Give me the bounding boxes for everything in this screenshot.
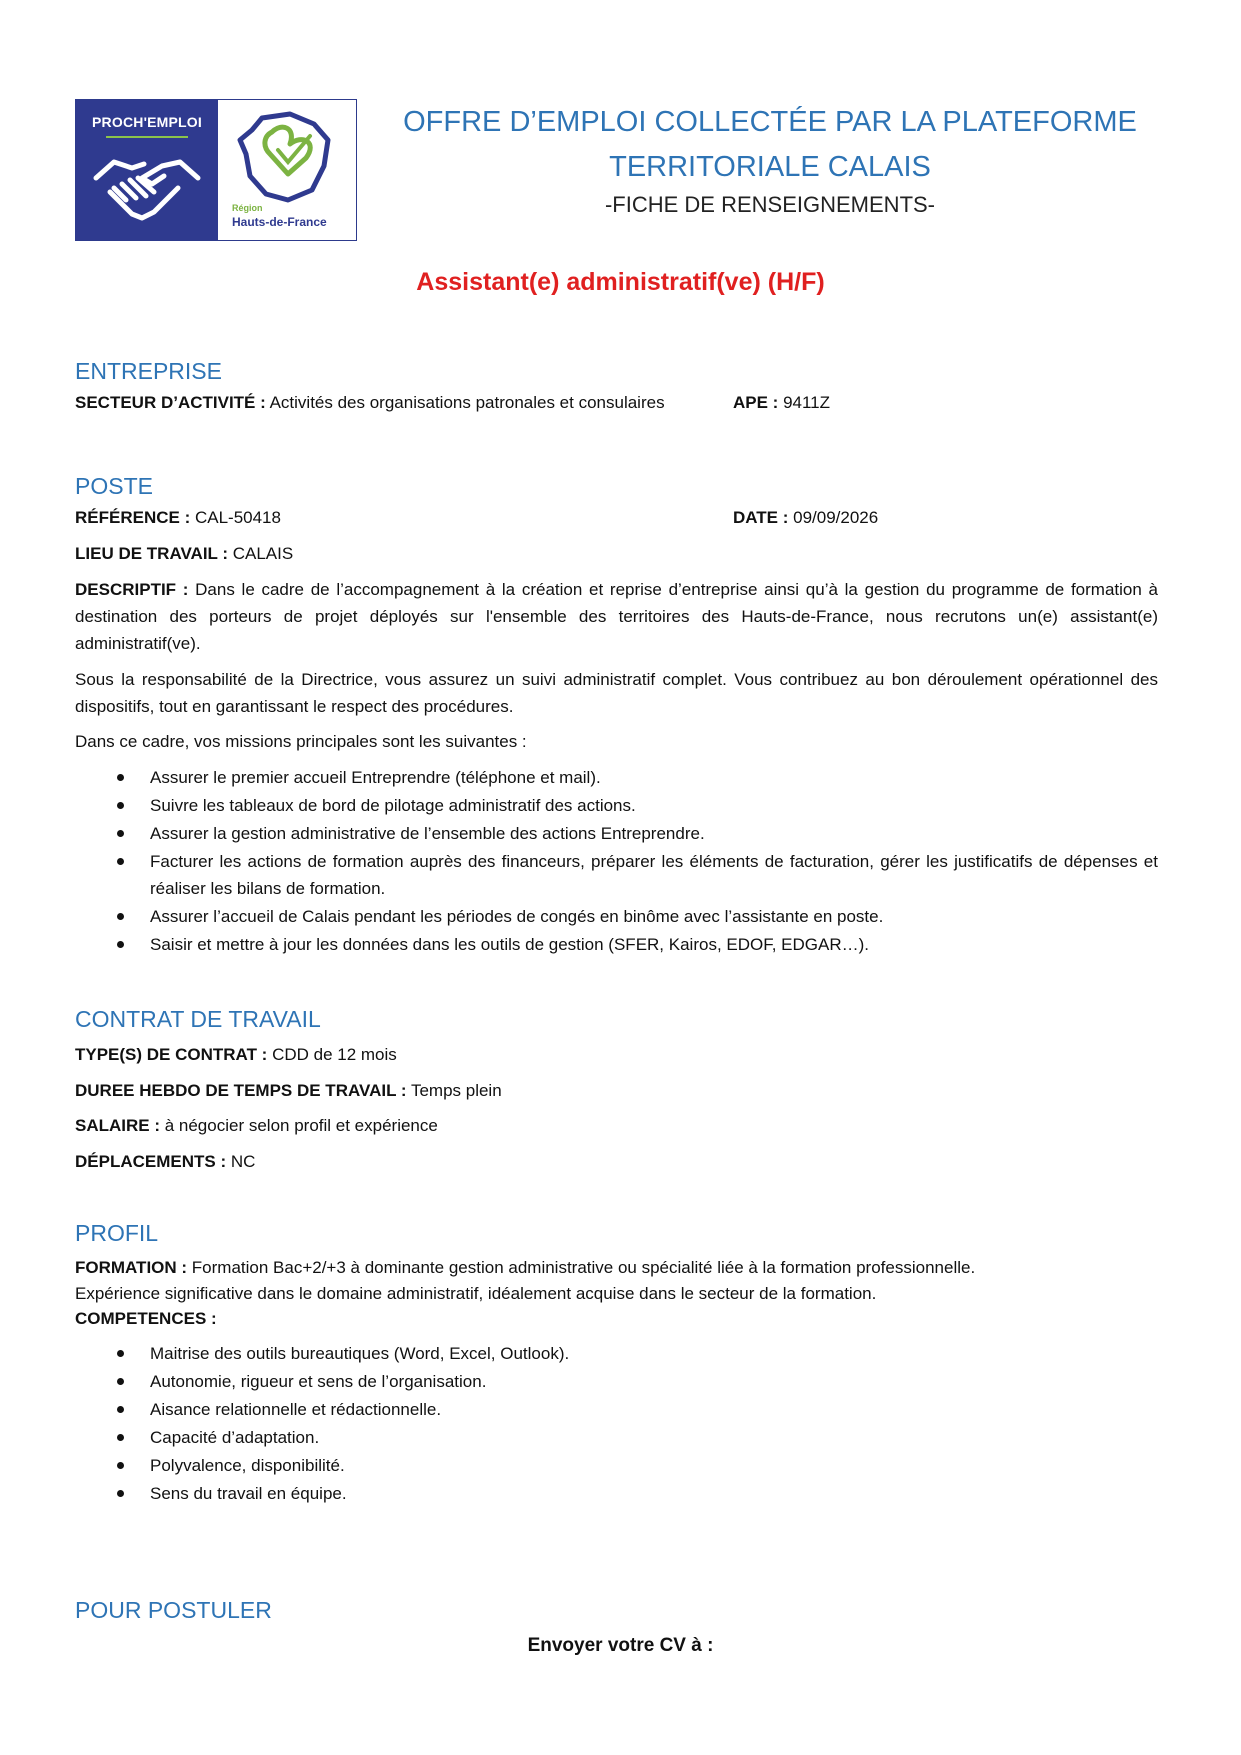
- handshake-icon: [92, 148, 202, 228]
- type-contrat-label: TYPE(S) DE CONTRAT :: [75, 1045, 268, 1064]
- section-heading-profil: PROFIL: [75, 1220, 159, 1246]
- date: [733, 505, 878, 531]
- lieu-de-travail: [75, 541, 293, 567]
- reference-value: CAL-50418: [190, 508, 281, 527]
- date-label: DATE :: [733, 508, 789, 527]
- bullet-icon: [117, 830, 124, 837]
- page-title: [400, 100, 1140, 190]
- lieu-value: CALAIS: [228, 544, 294, 563]
- list-item: Assurer l’accueil de Calais pendant les périodes de congés en binôme avec l’assistante en poste.: [75, 903, 1158, 930]
- bullet-icon: [117, 913, 124, 920]
- secteur-activite: [75, 390, 665, 416]
- logo-brand-underline: [106, 136, 188, 138]
- region-map-heart-icon: [232, 110, 342, 205]
- duree-label: DUREE HEBDO DE TEMPS DE TRAVAIL :: [75, 1081, 407, 1100]
- lieu-label: LIEU DE TRAVAIL :: [75, 544, 228, 563]
- bullet-icon: [117, 941, 124, 948]
- list-item: Autonomie, rigueur et sens de l’organisation.: [75, 1368, 1158, 1395]
- descriptif: [75, 576, 1158, 657]
- reference-label: RÉFÉRENCE :: [75, 508, 191, 527]
- duree-value: Temps plein: [406, 1081, 502, 1100]
- list-item: Capacité d’adaptation.: [75, 1424, 1158, 1451]
- deplacements: [75, 1149, 255, 1175]
- salaire-value: à négocier selon profil et expérience: [160, 1116, 438, 1135]
- bullet-icon: [117, 1462, 124, 1469]
- missions-list: [75, 764, 1158, 959]
- section-heading-contrat: CONTRAT DE TRAVAIL: [75, 1006, 321, 1032]
- list-item: Facturer les actions de formation auprès des financeurs, préparer les éléments de facturation, gérer les justificatifs de dépenses et réaliser les bilans de formation.: [75, 848, 1158, 902]
- bullet-icon: [117, 802, 124, 809]
- logo-region-panel: [218, 100, 356, 240]
- descriptif-value: Dans le cadre de l’accompagnement à la création et reprise d’entreprise ainsi qu’à la gestion du programme de formation à destination des porteurs de projet déployés sur l'ensemble des territoires des Hauts-de-France, nous recrutons un(e) assistant(e) administratif(ve).: [75, 580, 1158, 653]
- list-item: Sens du travail en équipe.: [75, 1480, 1158, 1507]
- ape-code: [733, 390, 830, 416]
- list-item: Saisir et mettre à jour les données dans les outils de gestion (SFER, Kairos, EDOF, EDGAR…).: [75, 931, 1158, 958]
- bullet-icon: [117, 1434, 124, 1441]
- list-item: Maitrise des outils bureautiques (Word, Excel, Outlook).: [75, 1340, 1158, 1367]
- section-heading-poste: POSTE: [75, 473, 153, 499]
- poste-paragraph-3: Dans ce cadre, vos missions principales sont les suivantes :: [75, 732, 527, 751]
- page-title-line-2: TERRITORIALE CALAIS: [609, 151, 931, 183]
- formation-label: FORMATION :: [75, 1258, 188, 1277]
- salaire: [75, 1113, 438, 1139]
- bullet-icon: [117, 1350, 124, 1357]
- list-item: Assurer la gestion administrative de l’ensemble des actions Entreprendre.: [75, 820, 1158, 847]
- logo-region-name: Hauts-de-France: [232, 215, 327, 229]
- competences-label: COMPETENCES :: [75, 1309, 217, 1328]
- descriptif-label: DESCRIPTIF :: [75, 580, 189, 599]
- list-item: Polyvalence, disponibilité.: [75, 1452, 1158, 1479]
- formation: [75, 1255, 975, 1281]
- section-heading-postuler: POUR POSTULER: [75, 1597, 272, 1623]
- logo: [75, 99, 357, 241]
- reference: [75, 505, 281, 531]
- salaire-label: SALAIRE :: [75, 1116, 160, 1135]
- logo-brand-panel: [76, 100, 218, 240]
- date-value: 09/09/2026: [788, 508, 879, 527]
- logo-brand-text: PROCH'EMPLOI: [92, 114, 202, 130]
- deplacements-label: DÉPLACEMENTS :: [75, 1152, 227, 1171]
- duree-hebdo: [75, 1078, 502, 1104]
- ape-value: 9411Z: [778, 393, 831, 412]
- poste-paragraph-2: Sous la responsabilité de la Directrice, vous assurez un suivi administratif complet. Vous contribuez au bon déroulement opérationnel des dispositifs, tout en garantissant le respect des procédures.: [75, 670, 1158, 716]
- type-contrat: [75, 1042, 397, 1068]
- secteur-value: Activités des organisations patronales et consulaires: [265, 393, 665, 412]
- bullet-icon: [117, 1490, 124, 1497]
- ape-label: APE :: [733, 393, 779, 412]
- send-cv-text: Envoyer votre CV à :: [527, 1635, 714, 1656]
- competences-list: [75, 1340, 1158, 1508]
- type-contrat-value: CDD de 12 mois: [267, 1045, 397, 1064]
- experience: Expérience significative dans le domaine administratif, idéalement acquise dans le secteur de la formation.: [75, 1284, 877, 1303]
- page-subtitle: -FICHE DE RENSEIGNEMENTS-: [604, 192, 936, 217]
- secteur-label: SECTEUR D’ACTIVITÉ :: [75, 393, 266, 412]
- bullet-icon: [117, 774, 124, 781]
- section-heading-entreprise: ENTREPRISE: [75, 358, 222, 384]
- list-item: Aisance relationnelle et rédactionnelle.: [75, 1396, 1158, 1423]
- list-item: Suivre les tableaux de bord de pilotage administratif des actions.: [75, 792, 1158, 819]
- bullet-icon: [117, 1378, 124, 1385]
- logo-region-label: Région: [232, 203, 263, 213]
- deplacements-value: NC: [226, 1152, 256, 1171]
- job-title: Assistant(e) administratif(ve) (H/F): [416, 268, 825, 296]
- bullet-icon: [117, 1406, 124, 1413]
- page-title-line-1: OFFRE D’EMPLOI COLLECTÉE PAR LA PLATEFORME: [403, 106, 1137, 138]
- list-item: Assurer le premier accueil Entreprendre (téléphone et mail).: [75, 764, 1158, 791]
- bullet-icon: [117, 858, 124, 865]
- formation-value: Formation Bac+2/+3 à dominante gestion administrative ou spécialité liée à la formation professionnelle.: [187, 1258, 976, 1277]
